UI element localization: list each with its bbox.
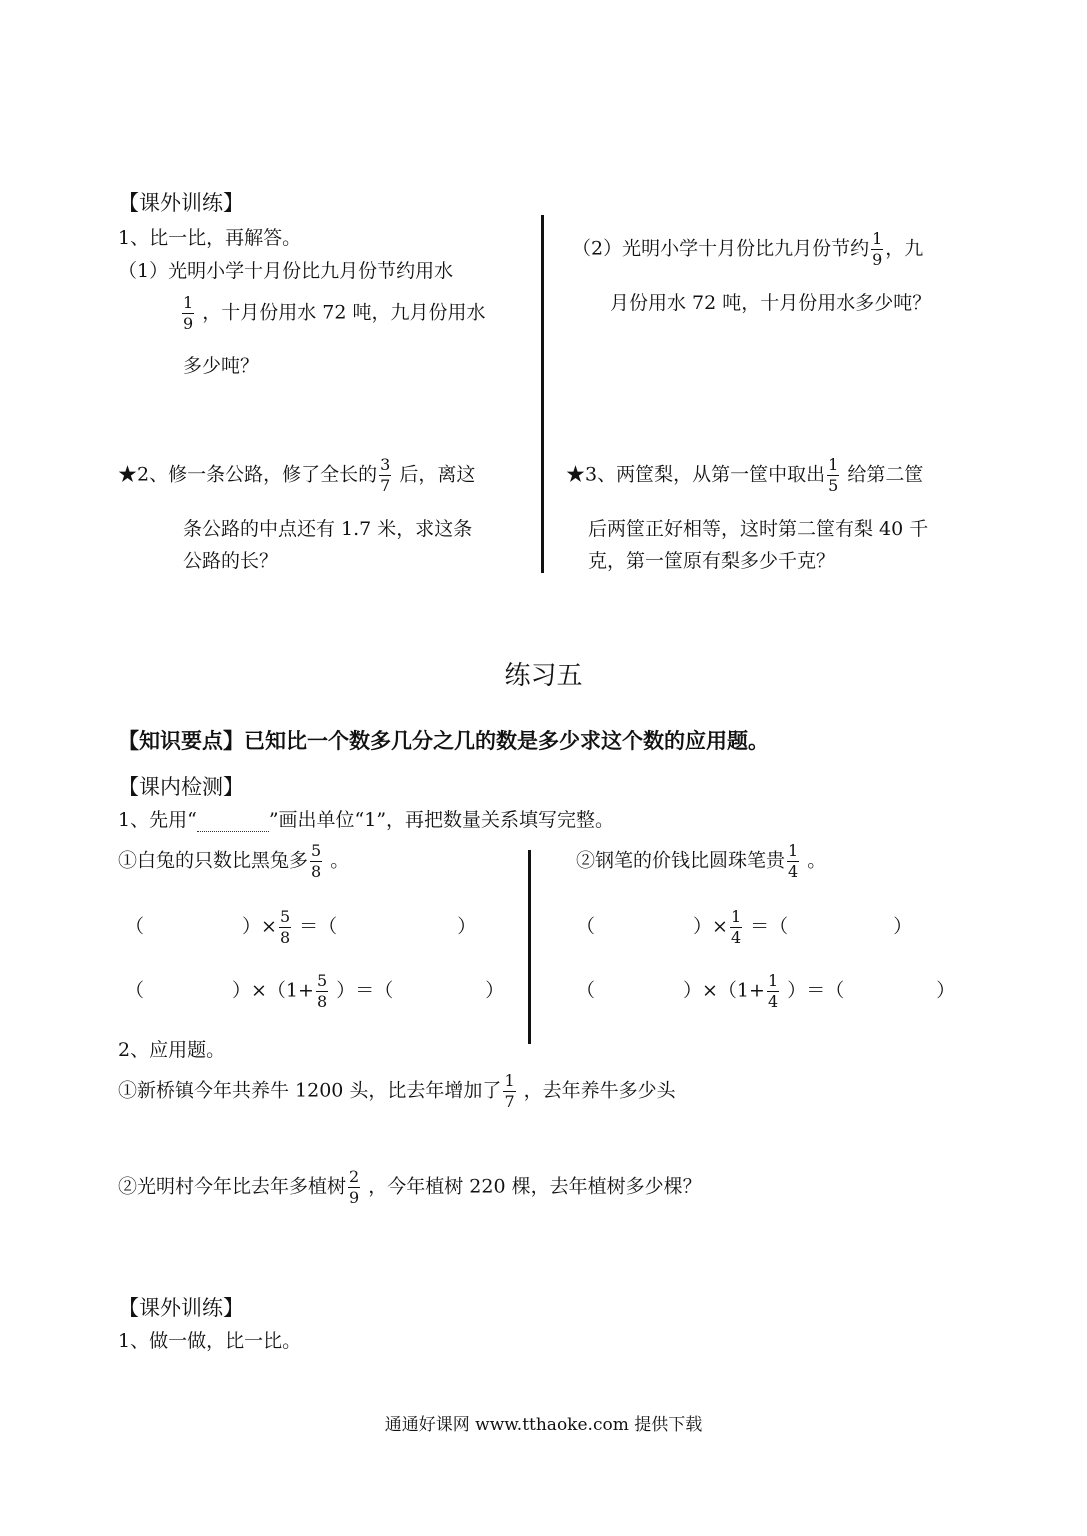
fraction: $\frac{3}{7}$ (380, 455, 391, 495)
fraction: $\frac{1}{7}$ (504, 1071, 515, 1111)
fraction: $\frac{1}{9}$ (183, 293, 194, 333)
tree-problem: ②光明村今年比去年多植树 $\frac{2}{9}$ ，今年植树 220 棵，去年植树多少棵？ (118, 1167, 702, 1207)
ex5-question-1: 1、先用“ ”画出单位“1”，再把数量关系填写完整。 (118, 809, 615, 831)
wavy-line-sample (197, 817, 269, 832)
cattle-problem: ①新桥镇今年共养牛 1200 头，比去年增加了 $\frac{1}{7}$ ，去年养牛多少头 (118, 1071, 676, 1111)
pen-row2: （ ）×（1+ $\frac{1}{4}$ ）＝（ ） (576, 971, 956, 1011)
outside-question-1: 1、做一做，比一比。 (118, 1330, 302, 1352)
fraction: $\frac{1}{5}$ (828, 455, 839, 495)
rabbit-statement: ①白兔的只数比黑兔多 $\frac{5}{8}$ 。 (118, 841, 350, 881)
fraction: $\frac{1}{4}$ (730, 907, 742, 947)
check-heading: 【课内检测】 (118, 775, 244, 799)
q2-line1: ★2、修一条公路，修了全长的 $\frac{3}{7}$ 后，离这 (118, 455, 476, 495)
rabbit-row2: （ ）×（1+ $\frac{5}{8}$ ）＝（ ） (125, 971, 505, 1011)
q1-1-line2: $\frac{1}{9}$ ，十月份用水 72 吨，九月份用水 (183, 293, 486, 333)
fraction: $\frac{1}{4}$ (767, 971, 779, 1011)
fraction: $\frac{5}{8}$ (311, 841, 322, 881)
q3-line2: 后两筐正好相等，这时第二筐有梨 40 千 (588, 518, 929, 540)
q2-line2: 条公路的中点还有 1.7 米，求这条 (183, 518, 473, 540)
fraction: $\frac{2}{9}$ (349, 1167, 360, 1207)
question-1-label: 1、比一比，再解答。 (118, 227, 302, 249)
fraction: $\frac{1}{4}$ (788, 841, 799, 881)
q3-line3: 克，第一筐原有梨多少千克？ (588, 550, 836, 572)
column-divider (541, 215, 544, 573)
q1-1-line1: （1）光明小学十月份比九月份节约用水 (118, 260, 454, 282)
q2-line3: 公路的长？ (183, 550, 279, 572)
column-divider-lower (528, 850, 531, 1044)
pen-statement: ②钢笔的价钱比圆珠笔贵 $\frac{1}{4}$ 。 (576, 841, 827, 881)
outside-heading: 【课外训练】 (118, 1296, 244, 1320)
footer: 通通好课网 www.tthaoke.com 提供下载 (384, 1415, 703, 1435)
section-heading: 【课外训练】 (118, 191, 244, 215)
knowledge-points: 【知识要点】已知比一个数多几分之几的数是多少求这个数的应用题。 (118, 729, 769, 753)
pen-row1: （ ）× $\frac{1}{4}$ ＝（ ） (576, 907, 913, 947)
fraction: $\frac{5}{8}$ (279, 907, 291, 947)
fraction: $\frac{1}{9}$ (872, 229, 883, 269)
q3-line1: ★3、两筐梨，从第一筐中取出 $\frac{1}{5}$ 给第二筐 (566, 455, 924, 495)
q1-2-line1: （2）光明小学十月份比九月份节约 $\frac{1}{9}$ ，九 (572, 229, 924, 269)
q1-1-line3: 多少吨？ (183, 355, 260, 377)
ex5-question-2: 2、应用题。 (118, 1039, 226, 1061)
fraction: $\frac{5}{8}$ (316, 971, 328, 1011)
q1-2-line2: 月份用水 72 吨，十月份用水多少吨？ (610, 292, 932, 314)
page-title: 练习五 (504, 661, 583, 691)
rabbit-row1: （ ）× $\frac{5}{8}$ ＝（ ） (125, 907, 477, 947)
